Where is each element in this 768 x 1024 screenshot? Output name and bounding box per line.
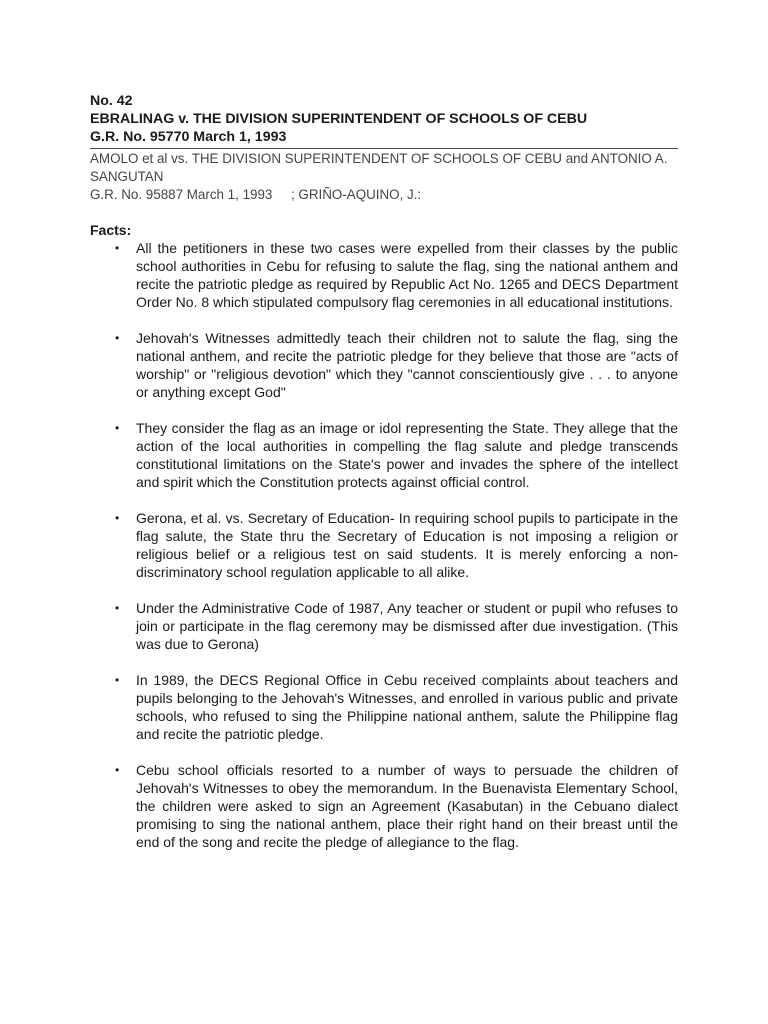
list-item [90,239,678,311]
bullet-icon: • [115,421,120,435]
fact-text: Gerona, et al. vs. Secretary of Education- In requiring school pupils to participate in the flag salute, the State thru the Secretary of Education is not imposing a religion or religious belief or a religious test on said students. It is merely enforcing a non-discriminatory school regulation applicable to all alike. [136,510,678,580]
list-item [90,509,678,581]
companion-gr-line: G.R. No. 95887 March 1, 1993 ; GRIÑO-AQUINO, J.: [90,187,422,202]
list-item [90,599,678,653]
facts-list [90,239,678,851]
list-item [90,671,678,743]
document-page [90,92,678,869]
fact-text: All the petitioners in these two cases were expelled from their classes by the public school authorities in Cebu for refusing to salute the flag, sing the national anthem and recite the patriotic pledge as required by Republic Act No. 1265 and DECS Department Order No. 8 which stipulated compulsory flag ceremonies in all educational institutions. [136,240,678,310]
companion-case-title: AMOLO et al vs. THE DIVISION SUPERINTENDENT OF SCHOOLS OF CEBU and ANTONIO A. SANGUTAN [90,151,668,184]
fact-text: In 1989, the DECS Regional Office in Cebu received complaints about teachers and pupils belonging to the Jehovah's Witnesses, and enrolled in various public and private schools, who refused to sing the Philippine national anthem, salute the Philippine flag and recite the patriotic pledge. [136,672,678,742]
case-title: EBRALINAG v. THE DIVISION SUPERINTENDENT OF SCHOOLS OF CEBU [90,111,588,127]
header-divider [90,148,678,149]
fact-text: They consider the flag as an image or idol representing the State. They allege that the action of the local authorities in compelling the flag salute and pledge transcends constitutional limitations on the State's power and invades the sphere of the intellect and spirit which the Constitution protects against official control. [136,420,678,490]
bullet-icon: • [115,601,120,615]
list-item [90,419,678,491]
fact-text: Cebu school officials resorted to a number of ways to persuade the children of Jehovah's Witnesses to obey the memorandum. In the Buenavista Elementary School, the children were asked to sign an Agreement (Kasabutan) in the Cebuano dialect promising to sing the national anthem, place their right hand on their breast until the end of the song and recite the pledge of allegiance to the flag. [136,762,678,850]
case-gr-number: G.R. No. 95770 March 1, 1993 [90,129,287,145]
bullet-icon: • [115,511,120,525]
fact-text: Under the Administrative Code of 1987, Any teacher or student or pupil who refuses to join or participate in the flag ceremony may be dismissed after due investigation. (This was due to Gerona) [136,600,678,652]
bullet-icon: • [115,331,120,345]
list-item [90,329,678,401]
facts-heading: Facts: [90,222,132,238]
fact-text: Jehovah's Witnesses admittedly teach their children not to salute the flag, sing the national anthem, and recite the patriotic pledge for they believe that those are "acts of worship" or "religious devotion" which they "cannot conscientiously give . . . to anyone or anything except God" [136,330,678,400]
bullet-icon: • [115,763,120,777]
case-number: No. 42 [90,93,133,109]
list-item [90,761,678,851]
bullet-icon: • [115,673,120,687]
bullet-icon: • [115,241,120,255]
